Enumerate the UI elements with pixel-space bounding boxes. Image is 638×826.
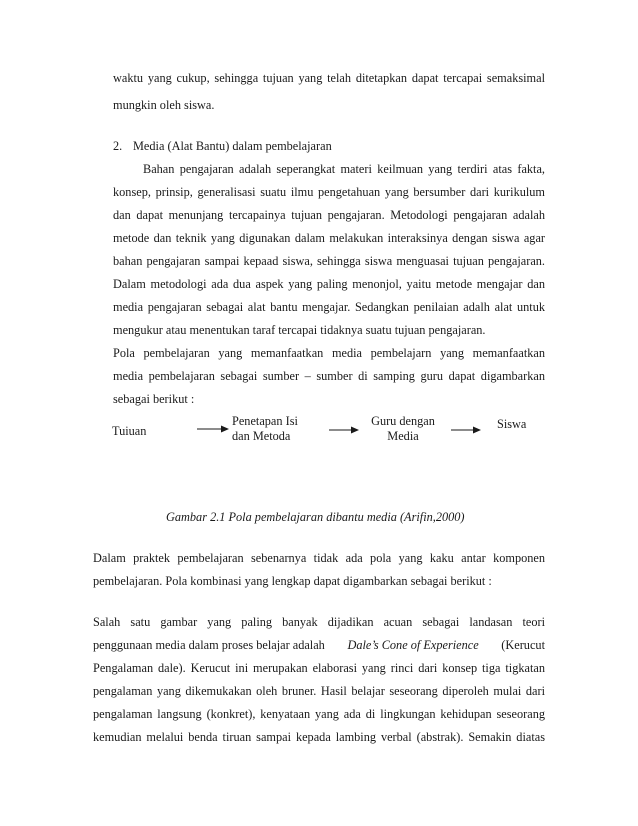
- flow-node-guru: [365, 414, 441, 444]
- flow-node-penetapan-line-1: Penetapan Isi: [232, 414, 298, 428]
- dales-cone-title: Dale’s Cone of Experience: [347, 638, 479, 652]
- para2-line-1: Dalam praktek pembelajaran sebenarnya tidak ada pola yang kaku antar komponen: [93, 551, 545, 565]
- body-line: Dalam metodologi ada dua aspek yang paling menonjol, yaitu metode mengajar dan: [113, 277, 545, 291]
- flow-node-tujuan: Tuiuan: [112, 424, 147, 438]
- para3-line-3: Pengalaman dale). Kerucut ini merupakan elaborasi yang rinci dari konsep tiga tigkatan: [93, 661, 545, 675]
- para3-line-2: [93, 637, 545, 653]
- intro-line-2: mungkin oleh siswa.: [113, 98, 215, 112]
- flow-node-siswa: Siswa: [497, 417, 527, 431]
- flow-node-guru-line-1: Guru dengan: [371, 414, 435, 428]
- para3-line-2-post: (Kerucut: [501, 638, 545, 652]
- para3-line-1: Salah satu gambar yang paling banyak dijadikan acuan sebagai landasan teori: [93, 615, 545, 629]
- body-line: mengukur atau menentukan taraf tercapai tidaknya suatu tujuan pengajaran.: [113, 323, 486, 337]
- para3-line-2-pre: penggunaan media dalam proses belajar adalah: [93, 638, 325, 652]
- intro-line-1: waktu yang cukup, sehingga tujuan yang telah ditetapkan dapat tercapai semaksimal: [113, 71, 545, 85]
- flow-arrow: [329, 425, 359, 435]
- body-line: metode dan teknik yang digunakan dalam melakukan interaksinya dengan siswa agar: [113, 231, 545, 245]
- flow-node-penetapan: [232, 414, 298, 444]
- body-line: konsep, prinsip, generalisasi suatu ilmu pengetahuan yang bersumber dari kurikulum: [113, 185, 545, 199]
- figure-caption: Gambar 2.1 Pola pembelajaran dibantu media (Arifin,2000): [166, 510, 465, 524]
- body-line: bahan pengajaran sampai kepaad siswa, sehingga siswa menguasai tujuan pengajaran.: [113, 254, 545, 268]
- para3-line-6: kemudian melalui benda tiruan sampai kepada lambing verbal (abstrak). Semakin diatas: [93, 730, 545, 744]
- body-line: media pembelajaran sebagai sumber – sumber di samping guru dapat digambarkan: [113, 369, 545, 383]
- body-line: Bahan pengajaran adalah seperangkat materi keilmuan yang terdiri atas fakta,: [143, 162, 545, 176]
- section-number: 2.: [113, 139, 123, 153]
- para3-line-4: pengalaman yang dikemukakan oleh bruner. Hasil belajar seseorang diperoleh mulai dari: [93, 684, 545, 698]
- body-line: Pola pembelajaran yang memanfaatkan media pembelajarn yang memanfaatkan: [113, 346, 545, 360]
- para3-line-5: pengalaman langsung (konkret), kenyataan yang ada di lingkungan kehidupan seseorang: [93, 707, 545, 721]
- flow-arrow: [197, 424, 229, 434]
- flow-node-guru-line-2: Media: [387, 429, 419, 443]
- body-line: dan dapat menunjang tercapainya tujuan pengajaran. Metodologi pengajaran adalah: [113, 208, 545, 222]
- flow-node-penetapan-line-2: dan Metoda: [232, 429, 291, 443]
- flow-arrow: [451, 425, 481, 435]
- section-heading: Media (Alat Bantu) dalam pembelajaran: [133, 139, 332, 153]
- body-line: sebagai berikut :: [113, 392, 195, 406]
- body-line: media pengajaran sebagai alat bantu mengajar. Sedangkan penilaian adalh alat untuk: [113, 300, 545, 314]
- para2-line-2: pembelajaran. Pola kombinasi yang lengkap dapat digambarkan sebagai berikut :: [93, 574, 492, 588]
